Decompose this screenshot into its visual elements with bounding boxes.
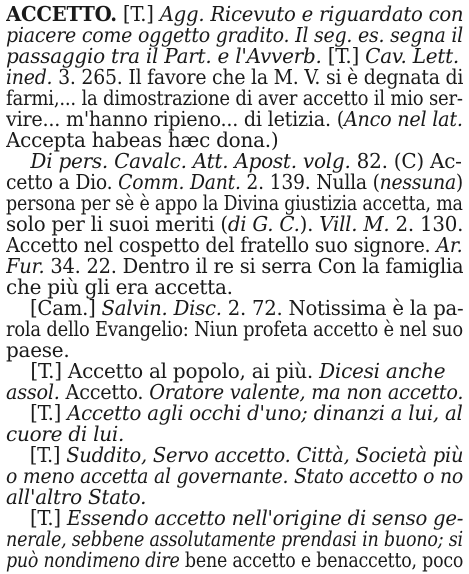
entry-text-run: o meno accetta al governante. Stato accetto o no bbox=[6, 464, 463, 488]
entry-text-run: Ar. bbox=[436, 233, 463, 257]
entry-text-run: ) bbox=[455, 170, 463, 194]
entry-text-run: Accetto nel cospetto del fratello suo signore. bbox=[6, 233, 437, 257]
entry-text-run: Suddito, Servo accetto. Città, Società più bbox=[66, 443, 463, 467]
entry-text-run: paese. bbox=[6, 338, 70, 362]
entry-text-run: bene accetto e benaccetto, poco bbox=[184, 548, 463, 572]
entry-text-run: Agg. Ricevuto e riguardato con bbox=[159, 2, 463, 26]
entry-text-run: cetto a Dio. bbox=[6, 170, 119, 194]
entry-text-run: all'altro Stato. bbox=[6, 485, 147, 509]
entry-text-run: Anco nel lat. bbox=[343, 107, 463, 131]
entry-text-run: ACCETTO. bbox=[6, 2, 117, 26]
entry-text-run: può nondimeno dire bbox=[6, 548, 185, 572]
entry-text-run: Di bbox=[6, 149, 59, 173]
entry-text-run: Fur. bbox=[6, 254, 51, 278]
entry-text-run: Accetto agli occhi d'uno; dinanzi a lui, al bbox=[67, 401, 463, 425]
entry-text-run: ined. bbox=[6, 65, 59, 89]
entry-text-run: nerale, sebbene assolutamente prendasi in buono; si bbox=[6, 527, 463, 551]
entry-text-run: ). bbox=[299, 212, 320, 236]
entry-text-run: Dicesi anche bbox=[319, 359, 446, 383]
entry-text-run: Salvin. Disc. bbox=[101, 296, 228, 320]
entry-text-run: [T.] bbox=[116, 2, 160, 26]
entry-text-run: [T.] bbox=[6, 401, 68, 425]
entry-text-run: nell'origine di senso ge- bbox=[231, 506, 463, 530]
entry-text-run: 34. 22. Dentro il re si serra Con la famiglia bbox=[50, 254, 463, 278]
entry-text-run: passaggio tra il Part. e l'Avverb. bbox=[6, 44, 328, 68]
entry-text-run: di G. C. bbox=[227, 212, 300, 236]
entry-text-run: Accepta habeas hæc dona.) bbox=[6, 128, 279, 152]
entry-text-run: vire... m'hanno ripieno... di letizia. ( bbox=[6, 107, 344, 131]
entry-text-run: 2. 130. bbox=[395, 212, 463, 236]
entry-text-run: Accetto. bbox=[65, 380, 150, 404]
entry-text-run: assol. bbox=[6, 380, 66, 404]
entry-text-run: 2. 72. Notissima è la pa- bbox=[227, 296, 463, 320]
entry-text-run: farmi,... la dimostrazione di aver accetto il mio ser- bbox=[6, 86, 463, 110]
entry-text-run: [T.] bbox=[6, 506, 67, 530]
entry-text-run: persona per sè è appo la Divina giustizia accetta, ma bbox=[6, 191, 463, 215]
entry-text-run: che più gli era accetta. bbox=[6, 275, 233, 299]
entry-text-run: [T.] bbox=[6, 443, 67, 467]
entry-text-run: Oratore valente, ma non accetto. bbox=[149, 380, 463, 404]
entry-text-run: piacere come oggetto gradito. Il seg. es. segna il bbox=[6, 23, 463, 47]
entry-text-run: [Cam.] bbox=[6, 296, 102, 320]
entry-text-run: [T.] bbox=[6, 359, 68, 383]
entry-text-run: [T.] bbox=[327, 44, 366, 68]
entry-text-run: rola dello Evangelio: Niun profeta accetto è nel suo bbox=[6, 317, 463, 341]
entry-text-run: nessuna bbox=[379, 170, 456, 194]
entry-text-run: 3. 265. Il favore che la M. V. si è degnata di bbox=[58, 65, 463, 89]
entry-text-run: Essendo accetto bbox=[66, 506, 232, 530]
entry-text-run: 2. 139. Nulla ( bbox=[246, 170, 380, 194]
entry-text-run: cuore di lui. bbox=[6, 422, 125, 446]
entry-text-run: Accetto al popolo, ai più. bbox=[67, 359, 320, 383]
entry-text-run: Cav. Lett. bbox=[365, 44, 460, 68]
entry-text-run: pers. Cavalc. Att. Apost. volg. bbox=[58, 149, 357, 173]
entry-text-run: 82. (C) Ac- bbox=[356, 149, 462, 173]
entry-line bbox=[6, 548, 463, 572]
entry-text-run: Vill. M. bbox=[319, 212, 396, 236]
entry-text-run: solo per li suoi meriti ( bbox=[6, 212, 228, 236]
entry-text-run: Comm. Dant. bbox=[118, 170, 247, 194]
